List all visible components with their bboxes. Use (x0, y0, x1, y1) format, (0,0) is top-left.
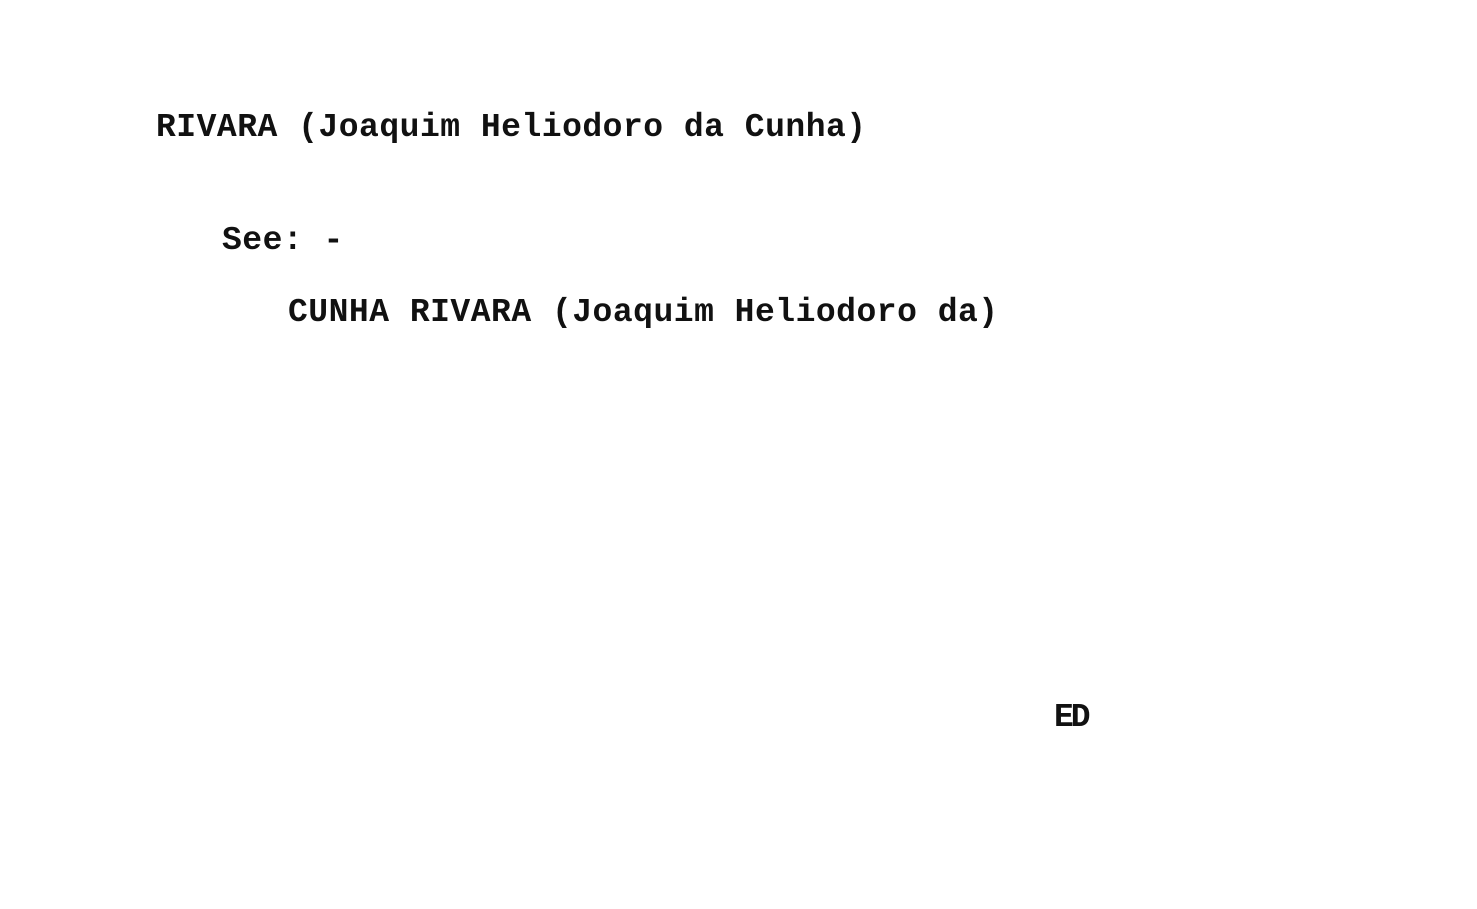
cross-reference: CUNHA RIVARA (Joaquim Heliodoro da) (288, 294, 999, 331)
card-heading: RIVARA (Joaquim Heliodoro da Cunha) (156, 109, 867, 146)
cataloger-initials: ED (1054, 699, 1088, 736)
see-label: See: - (222, 222, 344, 259)
